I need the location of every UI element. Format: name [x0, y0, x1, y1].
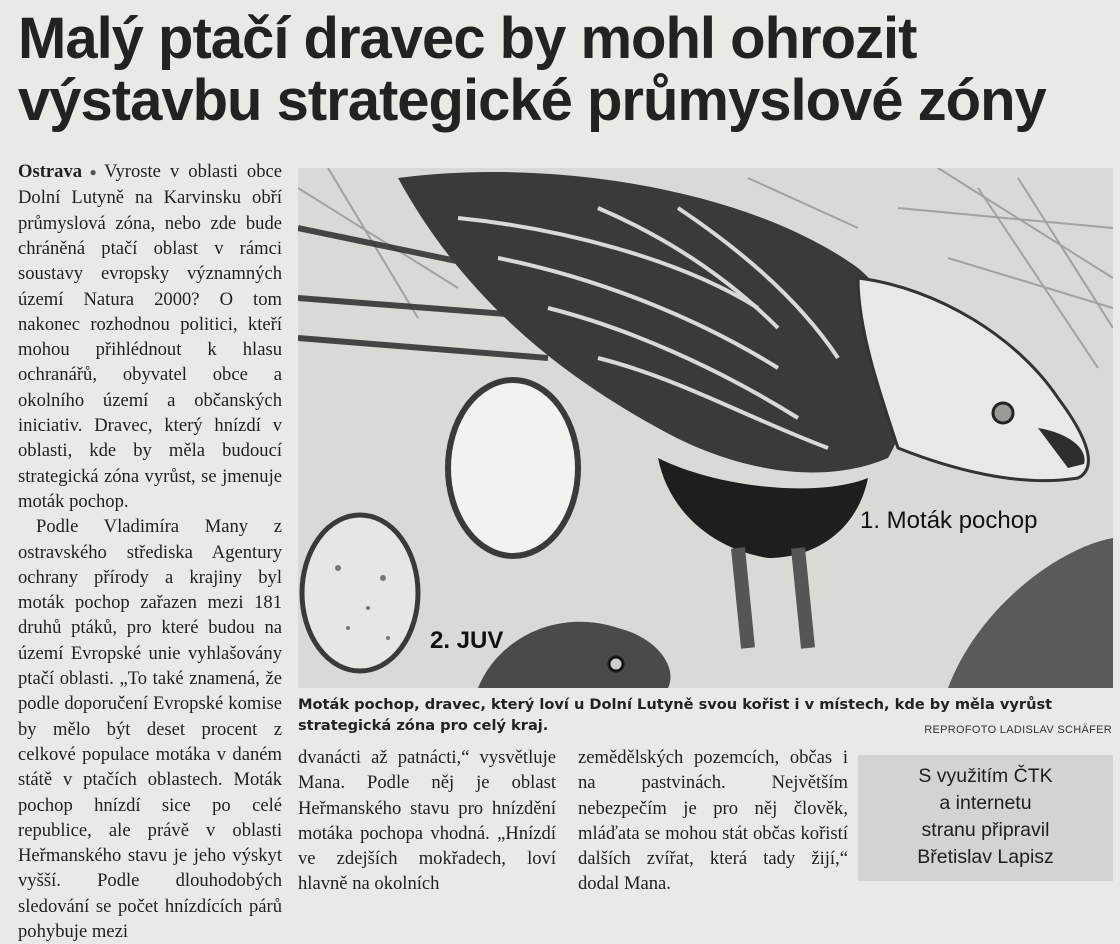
credits-line-2: a internetu	[939, 792, 1032, 814]
photo-label-juv: 2. JUV	[430, 627, 504, 654]
article-column-3	[578, 745, 848, 897]
photo-label-moták: 1. Moták pochop	[860, 507, 1038, 534]
egg-1	[448, 380, 578, 556]
article-paragraph-1	[18, 159, 282, 514]
credits-line-3: stranu připravil	[921, 819, 1050, 841]
bird-illustration	[298, 168, 1113, 688]
photo-caption: Moták pochop, dravec, který loví u Dolní Lutyně svou kořist i v místech, kde by měla vyrůst strategická zóna pro celý kraj.	[298, 696, 1053, 734]
article-column-1	[18, 159, 282, 944]
article-paragraph-1-text: Vyroste v oblasti obce Dolní Lutyně na Karvinsku obří průmyslová zóna, nebo zde bude chráněná ptačí oblast v rámci soustavy evropsky významných území Natura 2000? O tom nakonec rozhodnou politici, kteří mohou přihlédnout k hlasu ochranářů, obyvatel obce a okolního území a občanských iniciativ. Dravec, který hnízdí v oblasti, kde by měla budoucí strategická zóna vyrůst, se jmenuje moták pochop.	[18, 161, 283, 512]
article-column-3-text: zemědělských pozemcích, občas i na pastvinách. Největším nebezpečím je pro něj člověk, mláďata se mohou stát občas kořistí dalších zvířat, která tady žijí,“ dodal Mana.	[578, 747, 848, 895]
credits-line-4: Břetislav Lapisz	[917, 846, 1054, 868]
credits-box	[858, 755, 1113, 881]
bullet-icon: ●	[85, 165, 102, 180]
dateline: Ostrava	[18, 161, 83, 182]
article-column-2	[298, 745, 556, 897]
credits-line-1: S využitím ČTK	[918, 765, 1053, 787]
headline	[18, 8, 1113, 132]
article-column-2-text: dvanácti až patnácti,“ vysvětluje Mana. Podle něj je oblast Heřmanského stavu pro hnízdění motáka pochopa vhodná. „Hnízdí ve zdejších mokřadech, loví hlavně na okolních	[298, 747, 556, 895]
headline-line-2: výstavbu strategické průmyslové zóny	[18, 68, 1046, 133]
egg-2	[302, 515, 418, 671]
headline-line-1: Malý ptačí dravec by mohl ohrozit	[18, 6, 917, 71]
article-paragraph-2: Podle Vladimíra Many z ostravského střediska Agentury ochrany přírody a krajiny byl moták pochop zařazen mezi 181 druhů ptáků, pro které budou na území Evropské unie vyhlašovány ptačí oblasti. „To také znamená, že podle doporučení Evropské komise by mělo být deset procent z celkové populace motáka v daném státě v ptačích oblastech. Moták pochop hnízdí sice po celé republice, ale právě v oblasti Heřmanského stavu je jeho výskyt vyšší. Podle dlouhodobých sledování se počet hnízdících párů pohybuje mezi	[18, 516, 282, 942]
photo-credit: REPROFOTO LADISLAV SCHÄFER	[924, 724, 1112, 736]
